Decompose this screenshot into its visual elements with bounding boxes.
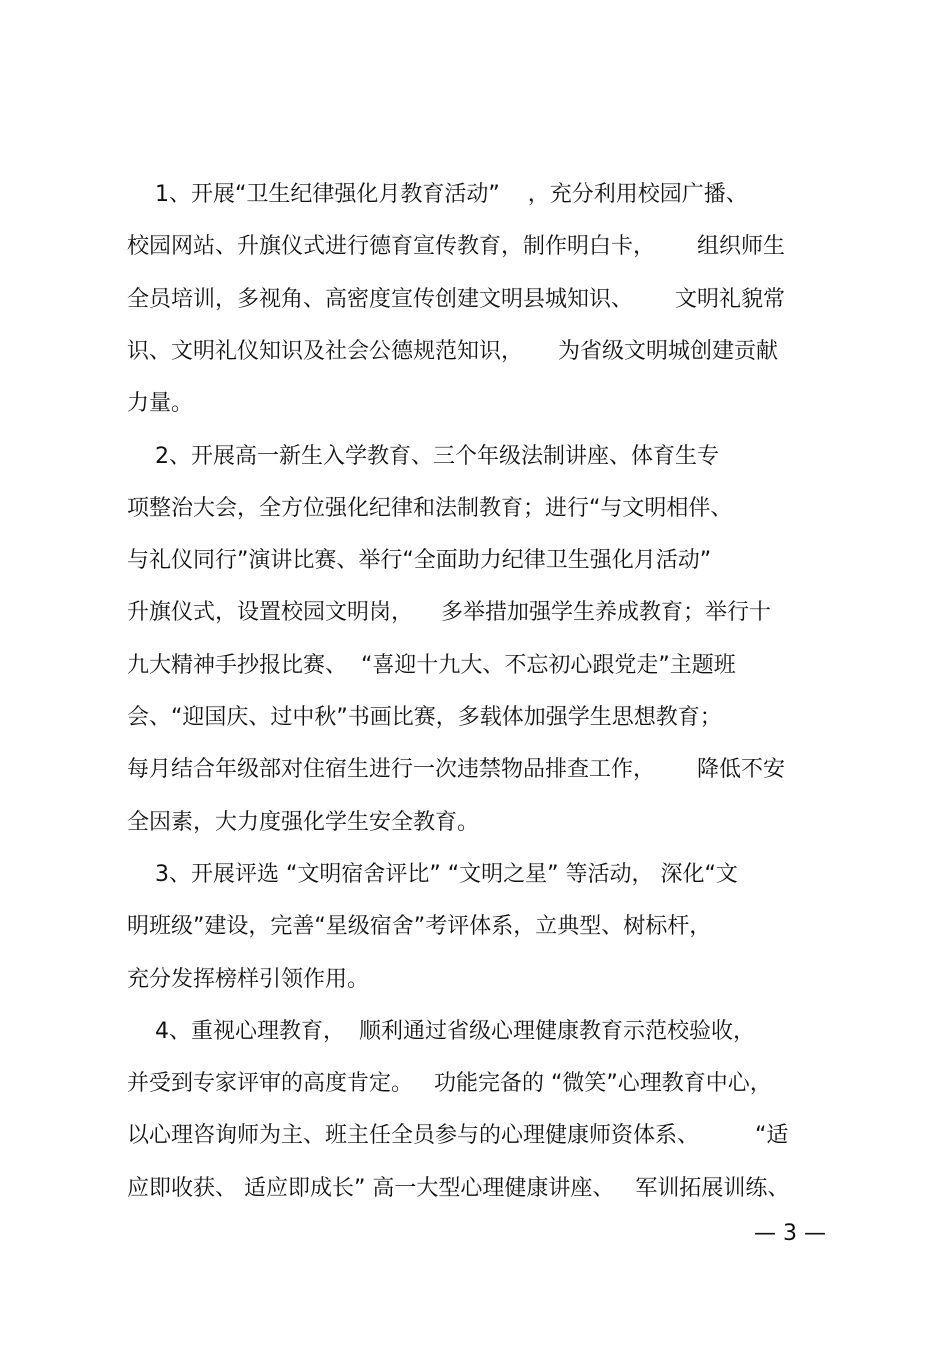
paragraph-3-line: 3、开展评选 “文明宿舍评比” “文明之星” 等活动， 深化“文: [127, 862, 738, 887]
paragraph-2-line: 全因素，大力度强化学生安全教育。: [127, 810, 480, 835]
paragraph-2-line: 2、开展高一新生入学教育、三个年级法制讲座、体育生专: [127, 444, 719, 469]
paragraph-2-line: 每月结合年级部对住宿生进行一次违禁物品排查工作， 降低不安: [127, 757, 785, 782]
paragraph-1-line: 力量。: [127, 391, 194, 416]
paragraph-1-line: 全员培训，多视角、高密度宣传创建文明县城知识、 文明礼貌常: [127, 287, 785, 312]
paragraph-2-line: 项整治大会，全方位强化纪律和法制教育；进行“与文明相伴、: [127, 496, 733, 521]
paragraph-3-line: 充分发挥榜样引领作用。: [127, 967, 370, 992]
paragraph-1-line: 识、文明礼仪知识及社会公德规范知识， 为省级文明城创建贡献: [127, 339, 778, 364]
paragraph-2-line: 九大精神手抄报比赛、 “喜迎十九大、不忘初心跟党走”主题班: [127, 653, 736, 678]
paragraph-3-line: 明班级”建设，完善“星级宿舍”考评体系，立典型、树标杆，: [127, 914, 712, 939]
paragraph-2-line: 会、“迎国庆、过中秋”书画比赛，多载体加强学生思想教育；: [127, 705, 722, 730]
paragraph-2-line: 升旗仪式，设置校园文明岗， 多举措加强学生养成教育；举行十: [127, 600, 771, 625]
paragraph-1-line: 校园网站、升旗仪式进行德育宣传教育，制作明白卡， 组织师生: [127, 234, 785, 259]
paragraph-4-line: 应即收获、 适应即成长” 高一大型心理健康讲座、 军训拓展训练、: [127, 1176, 790, 1201]
page-number: — 3 —: [754, 1221, 826, 1246]
paragraph-4-line: 4、重视心理教育， 顺利通过省级心理健康教育示范校验收，: [127, 1019, 755, 1044]
paragraph-2-line: 与礼仪同行”演讲比赛、举行“全面助力纪律卫生强化月活动”: [127, 548, 712, 573]
paragraph-4-line: 以心理咨询师为主、班主任全员参与的心理健康师资体系、 “适: [127, 1123, 789, 1148]
paragraph-1-line: 1、开展“卫生纪律强化月教育活动” ，充分利用校园广播、: [127, 182, 748, 207]
paragraph-4-line: 并受到专家评审的高度肯定。 功能完备的 “微笑”心理教育中心，: [127, 1071, 772, 1096]
